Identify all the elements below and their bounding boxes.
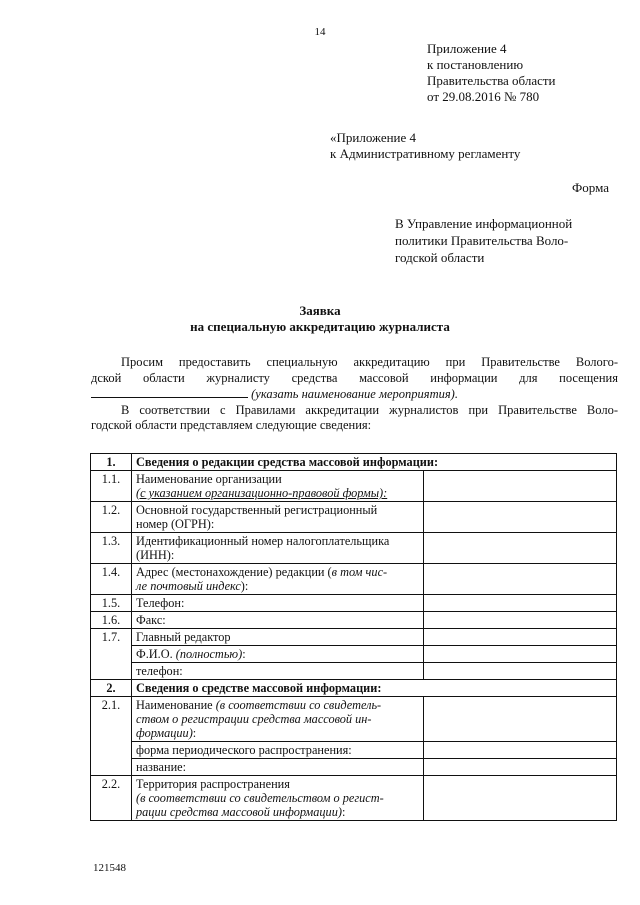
- value-cell[interactable]: [424, 759, 617, 776]
- label-text: Адрес (местонахождение) редакции (: [136, 565, 332, 579]
- label-line: (в соответствии со свидетельством о регист-: [136, 791, 384, 805]
- row-number: 1.2.: [91, 502, 132, 533]
- row-number: 1.1.: [91, 471, 132, 502]
- event-name-blank[interactable]: [91, 386, 248, 398]
- appendix-line: Правительства области: [427, 73, 556, 88]
- regulation-line: к Административному регламенту: [330, 146, 521, 161]
- label-text: :: [341, 805, 346, 819]
- label-text: (полностью): [175, 647, 243, 661]
- value-cell[interactable]: [424, 742, 617, 759]
- row-label: форма периодического распространения:: [132, 742, 424, 759]
- row-label: [132, 471, 424, 502]
- row-number: 1.3.: [91, 533, 132, 564]
- label-text: :: [242, 647, 246, 661]
- value-cell[interactable]: [424, 776, 617, 821]
- value-cell[interactable]: [424, 629, 617, 646]
- row-number: 2.2.: [91, 776, 132, 821]
- label-line: [136, 579, 419, 593]
- appendix-line: от 29.08.2016 № 780: [427, 89, 540, 104]
- row-number: 1.6.: [91, 612, 132, 629]
- appendix-line: к постановлению: [427, 57, 524, 72]
- table-row: [91, 533, 617, 564]
- regulation-header: [330, 130, 620, 162]
- table-row: [91, 742, 617, 759]
- table-row: [91, 663, 617, 680]
- table-row: [91, 502, 617, 533]
- row-label: Телефон:: [132, 595, 424, 612]
- addressee: [395, 215, 620, 266]
- label-line: (ИНН):: [136, 548, 175, 562]
- table-section-row: [91, 454, 617, 471]
- label-line: Наименование организации: [136, 472, 282, 486]
- label-text: формации): [136, 726, 193, 740]
- table-row: [91, 564, 617, 595]
- paragraph-line: [91, 386, 618, 403]
- value-cell[interactable]: [424, 533, 617, 564]
- table-row: [91, 595, 617, 612]
- table-row: [91, 471, 617, 502]
- label-line: [136, 805, 419, 819]
- section-title: Сведения о редакции средства массовой информации:: [132, 454, 617, 471]
- label-line: [136, 565, 419, 579]
- row-label: [132, 533, 424, 564]
- table-row: [91, 646, 617, 663]
- event-hint: (указать наименование мероприятия).: [251, 387, 458, 401]
- title-line: Заявка: [299, 303, 341, 318]
- document-title: [0, 303, 640, 335]
- form-label: Форма: [572, 180, 609, 195]
- section-title: Сведения о средстве массовой информации:: [132, 680, 617, 697]
- label-text: (в соответствии со свидетель-: [215, 698, 382, 712]
- label-text: ):: [240, 579, 249, 593]
- label-text: :: [192, 726, 197, 740]
- row-number: 1.: [91, 454, 132, 471]
- label-line: [136, 726, 419, 740]
- paragraph-line: В соответствии с Правилами аккредитации журналистов при Правительстве Воло-: [121, 402, 618, 417]
- row-label: [132, 564, 424, 595]
- label-line: ством о регистрации средства массовой ин-: [136, 712, 372, 726]
- label-text: рации средства массовой информации): [136, 805, 342, 819]
- value-cell[interactable]: [424, 502, 617, 533]
- label-text: в том чис-: [331, 565, 388, 579]
- page-number: 14: [314, 26, 326, 38]
- addressee-line: политики Правительства Воло-: [395, 233, 569, 248]
- paragraph-line: годской области представляем следующие сведения:: [91, 418, 372, 432]
- row-number: 2.: [91, 680, 132, 697]
- label-line: Территория распространения: [136, 777, 290, 791]
- label-line: номер (ОГРН):: [136, 517, 215, 531]
- label-line: [136, 698, 419, 712]
- info-table: [90, 453, 617, 821]
- row-label: Главный редактор: [132, 629, 424, 646]
- value-cell[interactable]: [424, 471, 617, 502]
- value-cell[interactable]: [424, 612, 617, 629]
- label-line: Основной государственный регистрационный: [136, 503, 378, 517]
- row-number: 1.5.: [91, 595, 132, 612]
- row-label: телефон:: [132, 663, 424, 680]
- row-label: [132, 697, 424, 742]
- row-label: название:: [132, 759, 424, 776]
- label-text: Наименование: [136, 698, 216, 712]
- value-cell[interactable]: [424, 697, 617, 742]
- value-cell[interactable]: [424, 564, 617, 595]
- label-line: (с указанием организационно-правовой формы):: [136, 486, 388, 500]
- label-text: Ф.И.О.: [136, 647, 176, 661]
- value-cell[interactable]: [424, 646, 617, 663]
- request-text: [91, 355, 618, 434]
- row-label: [132, 646, 424, 663]
- row-number: 1.4.: [91, 564, 132, 595]
- table-row: [91, 776, 617, 821]
- row-number: 2.1.: [91, 697, 132, 776]
- title-line: на специальную аккредитацию журналиста: [190, 319, 450, 334]
- row-label: [132, 776, 424, 821]
- regulation-line: «Приложение 4: [330, 130, 417, 145]
- row-label: [132, 502, 424, 533]
- table-row: [91, 612, 617, 629]
- row-number: 1.7.: [91, 629, 132, 680]
- table-section-row: [91, 680, 617, 697]
- row-label: Факс:: [132, 612, 424, 629]
- appendix-header: [427, 41, 627, 105]
- table-row: [91, 697, 617, 742]
- table-row: [91, 759, 617, 776]
- label-text: ле почтовый индекс: [136, 579, 241, 593]
- paragraph-line: дской области журналисту средства массовой информации для посещения: [91, 370, 618, 385]
- table-row: [91, 629, 617, 646]
- label-line: Идентификационный номер налогоплательщика: [136, 534, 390, 548]
- document-code: 121548: [93, 862, 126, 874]
- paragraph-line: Просим предоставить специальную аккредитацию при Правительстве Волого-: [121, 355, 618, 369]
- value-cell[interactable]: [424, 595, 617, 612]
- addressee-line: В Управление информационной: [395, 216, 573, 231]
- addressee-line: годской области: [395, 250, 485, 265]
- value-cell[interactable]: [424, 663, 617, 680]
- appendix-line: Приложение 4: [427, 41, 507, 56]
